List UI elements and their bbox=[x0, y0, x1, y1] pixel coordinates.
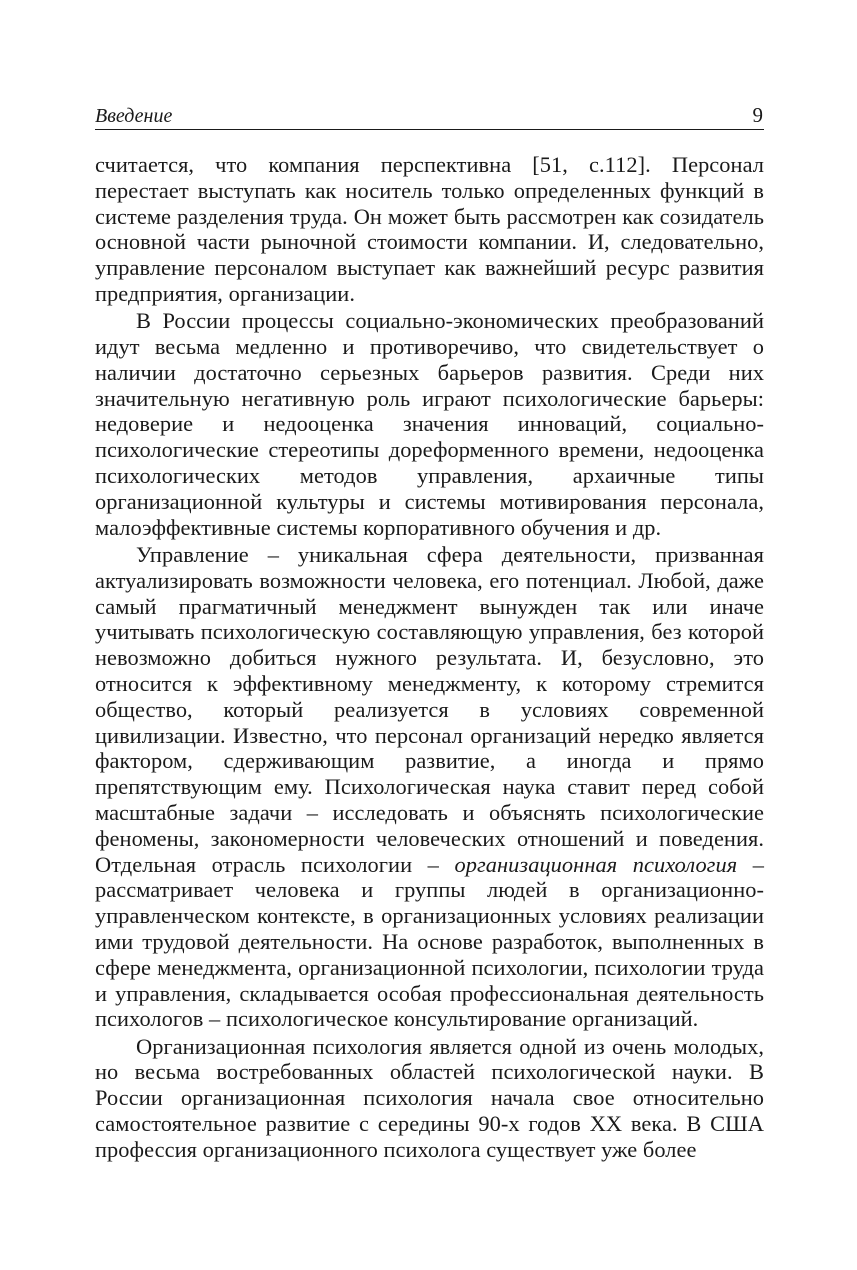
paragraph-text-after: – рассматривает человека и группы людей в организационно-управленческом контексте, в организационных условиях реализации ими трудовой деятельности. На основе разработок, выполненных в сфере менеджмента, организационной психологии, психологии труда и управления, складывается особая профессиональная деятельность психологов – психологическое консультирование организаций. bbox=[95, 851, 764, 1032]
paragraph-continued: считается, что компания перспективна [51, с.112]. Персонал перестает выступать как носитель только определенных функций в системе разделения труда. Он может быть рассмотрен как созидатель основной части рыночной стоимости компании. И, следовательно, управление персоналом выступает как важнейший ресурс развития предприятия, организации. bbox=[95, 152, 764, 306]
emphasized-term: организационная психология bbox=[454, 851, 738, 877]
running-header bbox=[95, 100, 764, 130]
body-text bbox=[95, 152, 764, 1163]
paragraph-text-before: Управление – уникальная сфера деятельности, призванная актуализировать возможности человека, его потенциал. Любой, даже самый прагматичный менеджмент вынужден так или иначе учитывать психологическую составляющую управления, без которой невозможно добиться нужного результата. И, безусловно, это относится к эффективному менеджменту, к которому стремится общество, который реализуется в условиях современной цивилизации. Известно, что персонал организаций нередко является фактором, сдерживающим развитие, а иногда и прямо препятствующим ему. Психологическая наука ставит перед собой масштабные задачи – исследовать и объяснять психологические феномены, закономерности человеческих отношений и поведения. Отдельная отрасль психологии – bbox=[95, 541, 764, 877]
paragraph-organizational-psychology: Организационная психология является одной из очень молодых, но весьма востребованных областей психологической науки. В России организационная психология начала свое относительно самостоятельное развитие с середины 90-х годов XX века. В США профессия организационного психолога существует уже более bbox=[95, 1033, 764, 1162]
book-page bbox=[95, 100, 764, 1163]
section-title: Введение bbox=[95, 105, 173, 127]
paragraph-management bbox=[95, 542, 764, 1032]
paragraph-russia-barriers: В России процессы социально-экономических преобразований идут весьма медленно и противоречиво, что свидетельствует о наличии достаточно серьезных барьеров развития. Среди них значительную негативную роль играют психологические барьеры: недоверие и недооценка значения инноваций, социально-психологические стереотипы дореформенного времени, недооценка психологических методов управления, архаичные типы организационной культуры и системы мотивирования персонала, малоэффективные системы корпоративного обучения и др. bbox=[95, 308, 764, 540]
page-number: 9 bbox=[752, 103, 763, 127]
